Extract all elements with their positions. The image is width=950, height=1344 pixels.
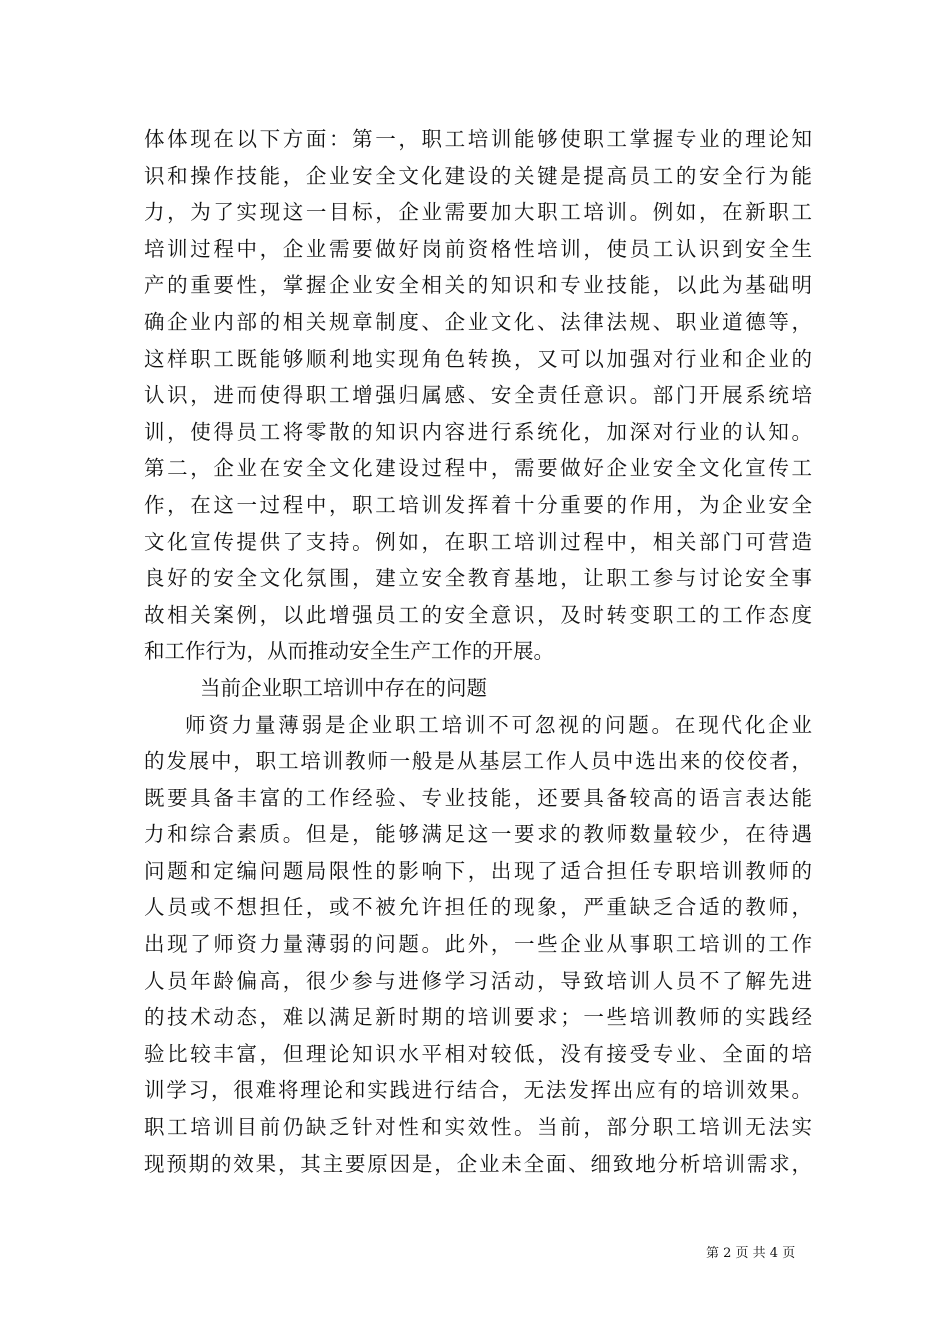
text-line: 故相关案例，以此增强员工的安全意识，及时转变职工的工作态度 [144, 602, 812, 627]
text-line: 文化宣传提供了支持。例如，在职工培训过程中，相关部门可营造 [144, 529, 812, 554]
text-line: 确企业内部的相关规章制度、企业文化、法律法规、职业道德等， [144, 309, 812, 334]
text-line: 作，在这一过程中，职工培训发挥着十分重要的作用，为企业安全 [144, 492, 812, 517]
text-line: 这样职工既能够顺利地实现角色转换，又可以加强对行业和企业的 [144, 346, 812, 371]
text-line: 良好的安全文化氛围，建立安全教育基地，让职工参与讨论安全事 [144, 566, 812, 591]
text-line: 力，为了实现这一目标，企业需要加大职工培训。例如，在新职工 [144, 200, 812, 225]
text-line: 人员或不想担任，或不被允许担任的现象，严重缺乏合适的教师， [144, 895, 812, 920]
text-line: 既要具备丰富的工作经验、专业技能，还要具备较高的语言表达能 [144, 785, 812, 810]
text-line: 第二，企业在安全文化建设过程中，需要做好企业安全文化宣传工 [144, 456, 812, 481]
text-line: 和工作行为，从而推动安全生产工作的开展。 [144, 639, 554, 664]
text-line: 培训过程中，企业需要做好岗前资格性培训，使员工认识到安全生 [144, 236, 812, 261]
text-line: 职工培训目前仍缺乏针对性和实效性。当前，部分职工培训无法实 [144, 1115, 812, 1140]
text-line: 体体现在以下方面：第一，职工培训能够使职工掌握专业的理论知 [144, 127, 812, 151]
text-line: 出现了师资力量薄弱的问题。此外，一些企业从事职工培训的工作 [144, 932, 812, 957]
text-line: 训，使得员工将零散的知识内容进行系统化，加深对行业的认知。 [144, 419, 812, 444]
page-footer: 第 2 页 共 4 页 [706, 1246, 796, 1261]
text-line: 的技术动态，难以满足新时期的培训要求；一些培训教师的实践经 [144, 1005, 812, 1030]
text-line: 识和操作技能，企业安全文化建设的关键是提高员工的安全行为能 [144, 163, 812, 188]
text-line: 力和综合素质。但是，能够满足这一要求的教师数量较少，在待遇 [144, 822, 812, 847]
text-line: 训学习，很难将理论和实践进行结合，无法发挥出应有的培训效果。 [144, 1078, 812, 1103]
section-heading: 当前企业职工培训中存在的问题 [200, 675, 487, 700]
text-line: 的发展中，职工培训教师一般是从基层工作人员中选出来的佼佼者， [144, 749, 812, 774]
text-line: 验比较丰富，但理论知识水平相对较低，没有接受专业、全面的培 [144, 1041, 812, 1066]
text-line: 现预期的效果，其主要原因是，企业未全面、细致地分析培训需求， [144, 1151, 812, 1176]
text-line: 认识，进而使得职工增强归属感、安全责任意识。部门开展系统培 [144, 383, 812, 408]
body-text [144, 121, 812, 1182]
text-line: 产的重要性，掌握企业安全相关的知识和专业技能，以此为基础明 [144, 273, 812, 298]
text-line: 人员年龄偏高，很少参与进修学习活动，导致培训人员不了解先进 [144, 968, 812, 993]
text-line: 师资力量薄弱是企业职工培训不可忽视的问题。在现代化企业 [185, 712, 812, 737]
text-line: 问题和定编问题局限性的影响下，出现了适合担任专职培训教师的 [144, 858, 812, 883]
